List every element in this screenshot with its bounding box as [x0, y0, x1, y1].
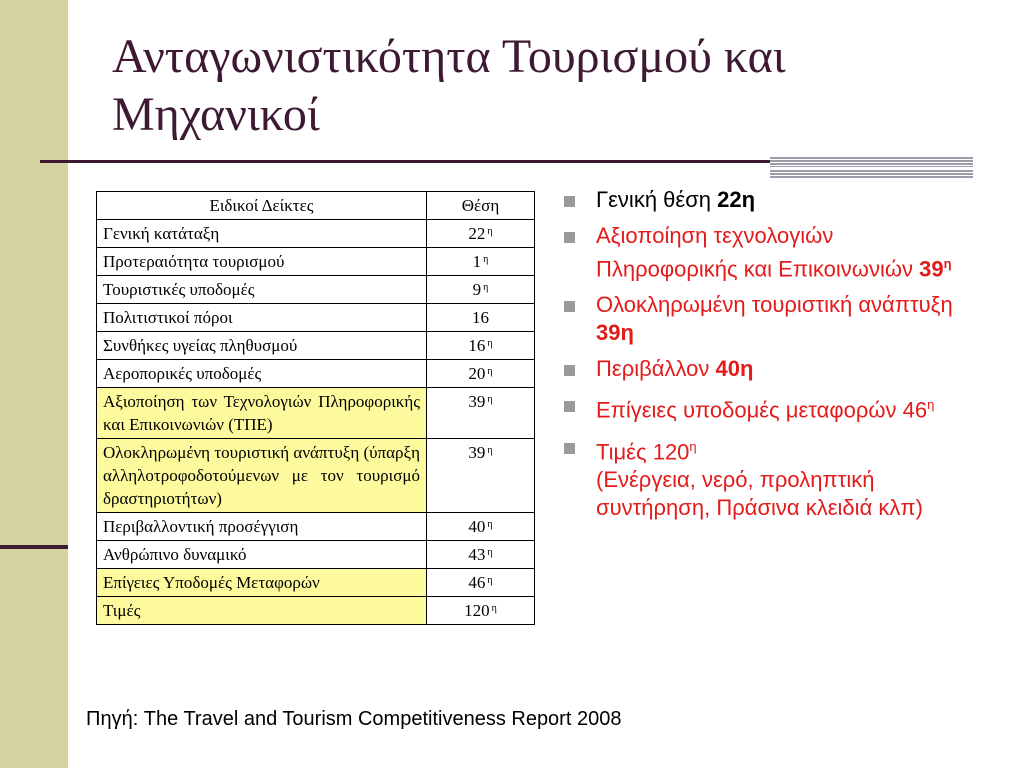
table-row — [97, 569, 535, 597]
bullet-item — [560, 291, 980, 347]
rank-ordinal: η — [487, 547, 493, 558]
table-body — [97, 220, 535, 625]
table-header-row — [97, 192, 535, 220]
bullet-item — [560, 355, 980, 383]
bullet-item — [560, 186, 980, 214]
indicator-label: Τιμές — [97, 597, 427, 625]
bullet-rank: 39η — [596, 320, 634, 346]
table-row — [97, 388, 535, 439]
square-bullet-icon — [564, 196, 575, 207]
rank-value: 43 — [468, 545, 486, 564]
rank-value: 40 — [468, 517, 486, 536]
table-row — [97, 360, 535, 388]
bullet-rank: 40η — [715, 356, 754, 382]
table-row — [97, 439, 535, 513]
indicator-label: Τουριστικές υποδομές — [97, 276, 427, 304]
indicator-label: Αεροπορικές υποδομές — [97, 360, 427, 388]
rank-cell — [427, 332, 535, 360]
left-divider-rule — [0, 545, 68, 549]
rank-cell — [427, 513, 535, 541]
rank-cell — [427, 569, 535, 597]
square-bullet-icon — [564, 232, 575, 243]
rank-ordinal: η — [487, 445, 493, 456]
header-rank: Θέση — [427, 192, 535, 220]
rank-value: 39 — [468, 392, 486, 411]
indicator-label: Αξιοποίηση των Τεχνολογιών Πληροφορικής και Επικοινωνιών (ΤΠΕ) — [97, 388, 427, 439]
bullet-item — [560, 222, 980, 283]
bullet-text: Γενική θέση — [596, 187, 718, 212]
bullet-detail: (Ενέργεια, νερό, προληπτική συντήρηση, Πράσινα κλειδιά κλπ) — [596, 466, 923, 520]
bullet-rank: 39 — [919, 256, 944, 282]
rank-cell — [427, 220, 535, 248]
table-row — [97, 541, 535, 569]
rank-cell — [427, 541, 535, 569]
rank-value: 1 — [472, 252, 482, 271]
square-bullet-icon — [564, 401, 575, 412]
bullet-item — [560, 433, 980, 522]
rank-ordinal: η — [491, 603, 497, 614]
indicator-label: Προτεραιότητα τουρισμού — [97, 248, 427, 276]
source-note: Πηγή: The Travel and Tourism Competitiveness Report 2008 — [86, 708, 622, 730]
square-bullet-icon — [564, 443, 575, 454]
indicator-label: Πολιτιστικοί πόροι — [97, 304, 427, 332]
slide-title: Ανταγωνιστικότητα Τουρισμού και Μηχανικοί — [112, 30, 786, 141]
bullet-text: Επίγειες υποδομές μεταφορών 46 — [596, 397, 928, 423]
indicator-label: Επίγειες Υποδομές Μεταφορών — [97, 569, 427, 597]
rank-ordinal: η — [487, 575, 493, 586]
left-decorative-bar — [0, 0, 68, 768]
rank-ordinal: η — [483, 282, 489, 293]
rank-ordinal: η — [483, 254, 489, 265]
rank-value: 46 — [468, 573, 486, 592]
indicator-label: Ανθρώπινο δυναμικό — [97, 541, 427, 569]
bullet-text: Περιβάλλον — [596, 356, 716, 382]
rank-value: 9 — [472, 280, 482, 299]
rank-cell — [427, 388, 535, 439]
header-indicators: Ειδικοί Δείκτες — [97, 192, 427, 220]
rank-ordinal: η — [487, 226, 493, 237]
indicators-table — [96, 191, 535, 625]
title-accent-stripes-lower — [770, 170, 973, 178]
table-row — [97, 276, 535, 304]
bullet-list — [560, 186, 980, 530]
title-accent-stripes — [770, 157, 973, 167]
bullet-ordinal: η — [927, 397, 935, 413]
rank-cell — [427, 304, 535, 332]
rank-ordinal: η — [487, 366, 493, 377]
bullet-ordinal: η — [689, 438, 697, 454]
table-row — [97, 332, 535, 360]
bullet-ordinal: η — [943, 256, 952, 271]
rank-cell — [427, 248, 535, 276]
rank-cell — [427, 360, 535, 388]
bullet-text: Ολοκληρωμένη τουριστική ανάπτυξη — [596, 292, 953, 318]
rank-cell — [427, 597, 535, 625]
indicator-label: Ολοκληρωμένη τουριστική ανάπτυξη (ύπαρξη αλληλοτροφοδοτούμενων με τον τουρισμό δραστηριοτήτων) — [97, 439, 427, 513]
bullet-text: Αξιοποίηση τεχνολογιών Πληροφορικής και Επικοινωνιών — [596, 223, 920, 282]
rank-ordinal: η — [487, 338, 493, 349]
table-row — [97, 597, 535, 625]
rank-cell — [427, 276, 535, 304]
table-row — [97, 513, 535, 541]
indicator-label: Γενική κατάταξη — [97, 220, 427, 248]
table-row — [97, 248, 535, 276]
rank-value: 16 — [472, 308, 489, 327]
rank-value: 16 — [468, 336, 486, 355]
bullet-rank: 22η — [717, 187, 756, 212]
rank-ordinal: η — [487, 394, 493, 405]
square-bullet-icon — [564, 301, 575, 312]
bullet-item — [560, 391, 980, 424]
rank-cell — [427, 439, 535, 513]
rank-value: 20 — [468, 364, 486, 383]
table-row — [97, 304, 535, 332]
indicator-label: Περιβαλλοντική προσέγγιση — [97, 513, 427, 541]
table-row — [97, 220, 535, 248]
rank-value: 22 — [468, 224, 486, 243]
rank-value: 39 — [468, 443, 486, 462]
indicator-label: Συνθήκες υγείας πληθυσμού — [97, 332, 427, 360]
rank-ordinal: η — [487, 519, 493, 530]
rank-value: 120 — [464, 601, 490, 620]
square-bullet-icon — [564, 365, 575, 376]
bullet-text: Τιμές 120 — [596, 438, 690, 464]
